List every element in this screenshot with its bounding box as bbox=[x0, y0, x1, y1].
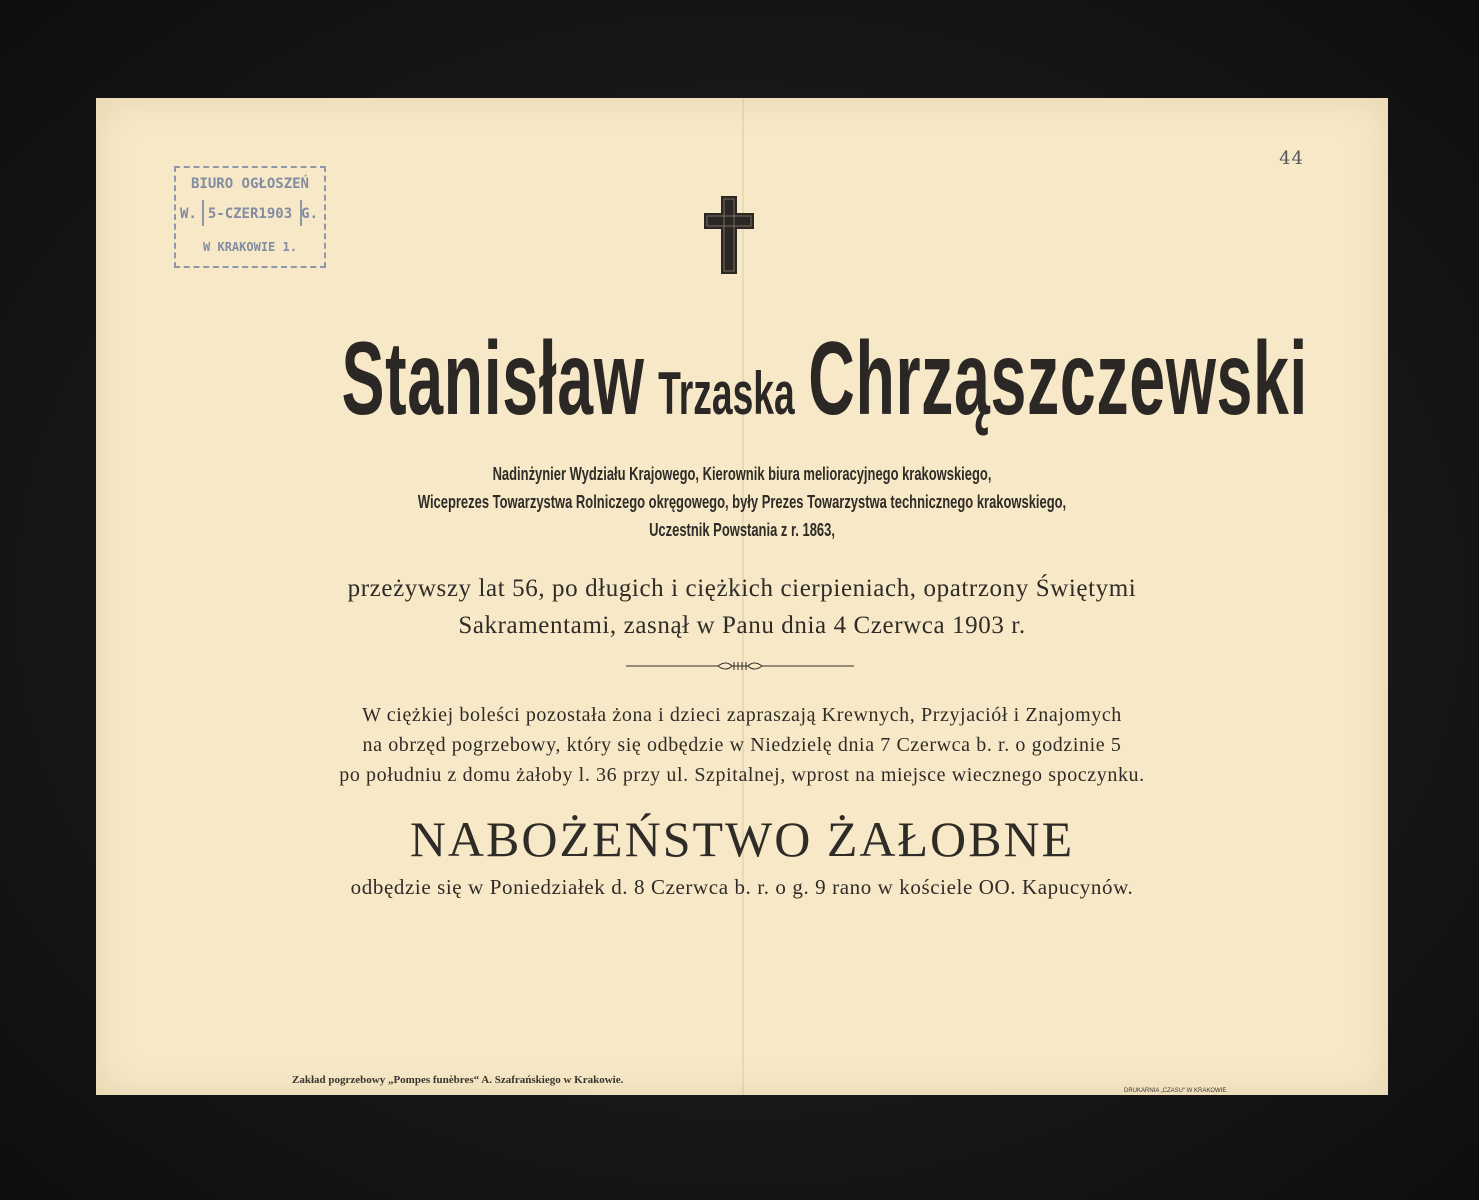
title-line: Nadinżynier Wydziału Krajowego, Kierownik biura melioracyjnego krakowskiego, bbox=[492, 464, 992, 484]
funeral-home-credit: Zakład pogrzebowy „Pompes funèbres“ A. Szafrańskiego w Krakowie. bbox=[292, 1074, 624, 1086]
mourning-service-heading: NABOŻEŃSTWO ŻAŁOBNE bbox=[409, 811, 1075, 867]
last-name: Chrząszczewski bbox=[808, 321, 1308, 437]
deceased-name bbox=[341, 320, 1308, 439]
invitation-line: W ciężkiej boleści pozostała żona i dzieci zapraszają Krewnych, Przyjaciół i Znajomych bbox=[362, 704, 1122, 726]
obituary-line: przeżywszy lat 56, po długich i ciężkich cierpieniach, opatrzony Świętymi bbox=[347, 575, 1137, 602]
stamp-prefix: W. bbox=[180, 206, 197, 222]
stamp-line-3: W KRAKOWIE 1. bbox=[203, 240, 297, 254]
page-number: 44 bbox=[1279, 148, 1304, 169]
stamp-date: 5-CZER1903 bbox=[207, 206, 293, 222]
obituary-sheet bbox=[96, 98, 1388, 1095]
office-stamp bbox=[174, 166, 326, 268]
invitation-line: na obrzęd pogrzebowy, który się odbędzie w Niedzielę dnia 7 Czerwca b. r. o godzinie 5 bbox=[362, 734, 1122, 756]
cross-icon bbox=[704, 196, 754, 274]
obituary-line: Sakramentami, zasnął w Panu dnia 4 Czerwca 1903 r. bbox=[458, 612, 1026, 639]
printer-credit: DRUKARNIA „CZASU“ W KRAKOWIE. bbox=[1124, 1088, 1229, 1094]
stamp-line-1: BIURO OGŁOSZEŃ bbox=[190, 176, 309, 192]
title-line: Uczestnik Powstania z r. 1863, bbox=[649, 520, 835, 540]
middle-name: Trzaska bbox=[658, 360, 795, 427]
stamp-suffix: G. bbox=[301, 206, 318, 222]
title-line: Wiceprezes Towarzystwa Rolniczego okręgowego, były Prezes Towarzystwa technicznego krakowskiego, bbox=[417, 492, 1067, 512]
invitation-line: po południu z domu żałoby l. 36 przy ul. Szpitalnej, wprost na miejsce wiecznego spoczynku. bbox=[339, 764, 1145, 786]
deceased-titles bbox=[96, 460, 1388, 544]
funeral-invitation bbox=[96, 700, 1388, 790]
first-name: Stanisław bbox=[341, 321, 645, 437]
obituary-text bbox=[96, 570, 1388, 644]
mourning-service-details: odbędzie się w Poniedziałek d. 8 Czerwca b. r. o g. 9 rano w kościele OO. Kapucynów. bbox=[350, 875, 1134, 899]
ornament-divider-icon bbox=[626, 659, 854, 673]
